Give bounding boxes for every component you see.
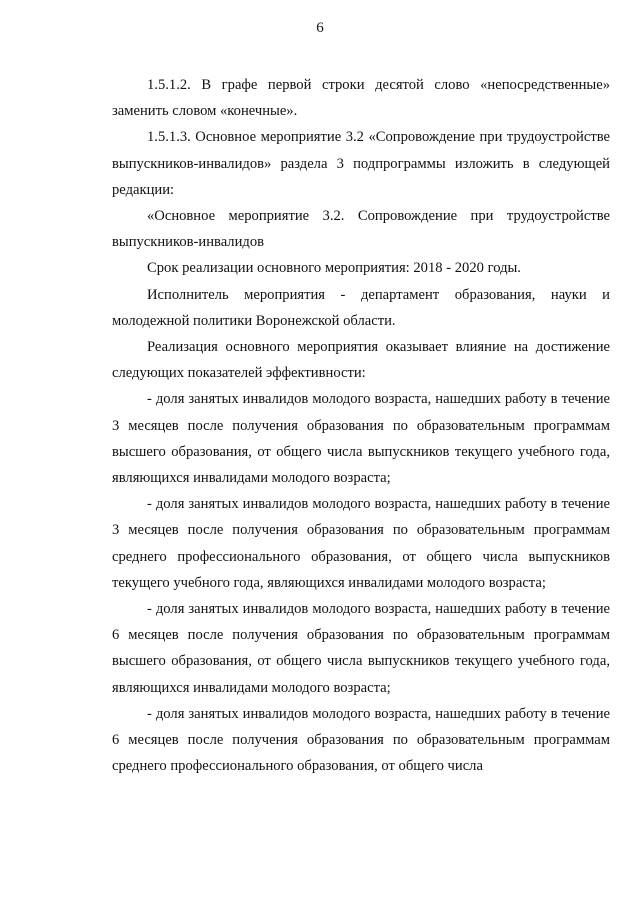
indicator-item: - доля занятых инвалидов молодого возраста, нашедших работу в течение 3 месяцев после получения образования по образовательным программам высшего образования, от общего числа выпускников текущего учебного года, являющихся инвалидами молодого возраста; — [112, 391, 610, 487]
document-body — [112, 72, 610, 779]
page-number: 6 — [316, 20, 324, 36]
indicator-item: - доля занятых инвалидов молодого возраста, нашедших работу в течение 6 месяцев после получения образования по образовательным программам высшего образования, от общего числа выпускников текущего учебного года, являющихся инвалидами молодого возраста; — [112, 601, 610, 696]
paragraph-implementation-period: Срок реализации основного мероприятия: 2018 - 2020 годы. — [147, 260, 521, 277]
paragraph-indicators-intro: Реализация основного мероприятия оказывает влияние на достижение следующих показателей эффективности: — [112, 339, 610, 382]
paragraph-1-5-1-3: 1.5.1.3. Основное мероприятие 3.2 «Сопровождение при трудоустройстве выпускников-инвалидов» раздела 3 подпрограммы изложить в следующей редакции: — [112, 129, 610, 198]
indicator-item: - доля занятых инвалидов молодого возраста, нашедших работу в течение 6 месяцев после получения образования по образовательным программам среднего профессионального образования, от общего числа — [112, 705, 610, 775]
indicator-item: - доля занятых инвалидов молодого возраста, нашедших работу в течение 3 месяцев после получения образования по образовательным программам среднего профессионального образования, от общего числа выпускников текущего учебного года, являющихся инвалидами молодого возраста; — [112, 496, 610, 591]
paragraph-executor: Исполнитель мероприятия - департамент образования, науки и молодежной политики Воронежской области. — [112, 286, 610, 329]
paragraph-activity-title: «Основное мероприятие 3.2. Сопровождение при трудоустройстве выпускников-инвалидов — [112, 208, 610, 251]
paragraph-1-5-1-2: 1.5.1.2. В графе первой строки десятой слово «непосредственные» заменить словом «конечные». — [112, 77, 610, 120]
